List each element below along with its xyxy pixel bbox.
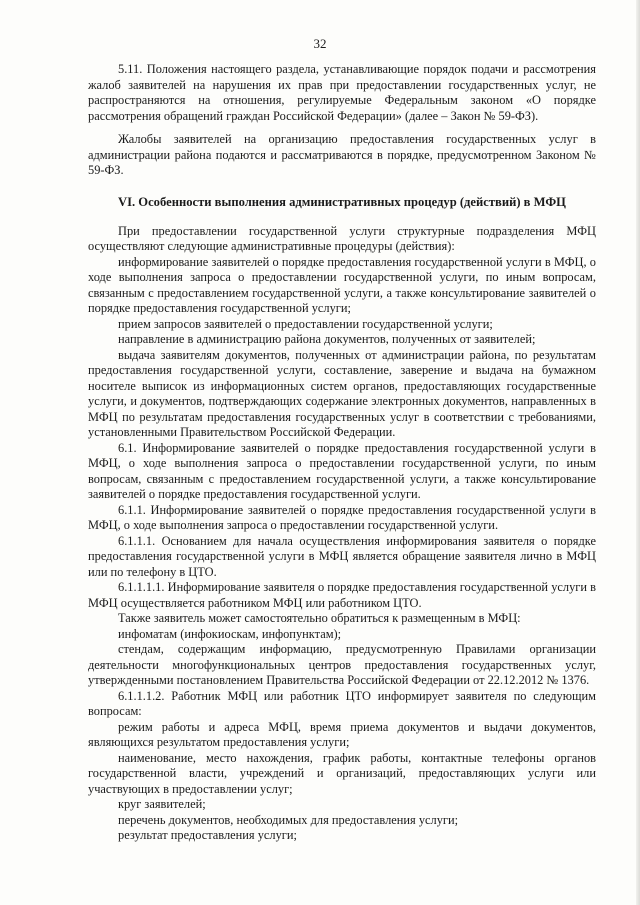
paragraph-6-1-1-1: 6.1.1.1. Основанием для начала осуществления информирования заявителя о порядке предоставления государственной услуги в МФЦ является обращение заявителя лично в МФЦ или по телефону в ЦТО.: [88, 533, 596, 579]
page-number: 32: [313, 36, 327, 51]
paragraph-also: Также заявитель может самостоятельно обратиться к размещенным в МФЦ:: [118, 611, 521, 625]
list-item: наименование, место нахождения, график работы, контактные телефоны органов государственной власти, учреждений и организаций, предоставляющих услуги или участвующих в предоставлении услуг;: [88, 750, 596, 796]
paragraph-6-1-1-1-2: 6.1.1.1.2. Работник МФЦ или работник ЦТО информирует заявителя по следующим вопросам:: [88, 688, 596, 718]
scan-edge: [636, 0, 640, 905]
paragraph-intro: При предоставлении государственной услуги структурные подразделения МФЦ осуществляют следующие административные процедуры (действия):: [88, 223, 596, 253]
list-item: стендам, содержащим информацию, предусмотренную Правилами организации деятельности многофункциональных центров предоставления государственных услуг, утвержденными постановлением Правительства Российской Федерации от 22.12.2012 № 1376.: [88, 642, 596, 687]
section-heading: VI. Особенности выполнения административных процедур (действий) в МФЦ: [118, 194, 566, 209]
paragraph-5-11: 5.11. Положения настоящего раздела, устанавливающие порядок подачи и рассмотрения жалоб заявителей на нарушения их прав при предоставлении государственных услуг, не распространяются на отношения, регулируемые Федеральным законом «О порядке рассмотрения обращений граждан Российской Федерации» (далее – Закон № 59-ФЗ).: [88, 62, 596, 123]
paragraph-6-1-1: 6.1.1. Информирование заявителей о порядке предоставления государственной услуги в МФЦ, о ходе выполнения запроса о предоставлении государственной услуги.: [88, 502, 596, 532]
list-item: круг заявителей;: [118, 797, 206, 811]
list-item: выдача заявителям документов, полученных от администрации района, по результатам предоставления государственной услуги, составление, заверение и выдача на бумажном носителе выписок из информационных систем органов, предоставляющих государственные услуги, и документов, подтверждающих содержание электронных документов, направленных в МФЦ по результатам предоставления государственных услуг в соответствии с требованиями, установленными Правительством Российской Федерации.: [88, 347, 596, 439]
list-item: результат предоставления услуги;: [118, 828, 297, 842]
list-item: информирование заявителей о порядке предоставления государственной услуги в МФЦ, о ходе выполнения запроса о предоставлении государственной услуги, по иным вопросам, связанным с предоставлением государственной услуги, а также консультирование заявителей о порядке предоставления государственной услуги;: [88, 254, 596, 315]
list-item: направление в администрацию района документов, полученных от заявителей;: [118, 332, 536, 346]
list-item: режим работы и адреса МФЦ, время приема документов и выдачи документов, являющихся результатом предоставления услуги;: [88, 719, 596, 749]
paragraph-6-1: 6.1. Информирование заявителей о порядке предоставления государственной услуги в МФЦ, о ходе выполнения запроса о предоставлении государственной услуги, по иным вопросам, связанным с предоставлением государственной услуги, а также консультирование заявителей о порядке предоставления государственной услуги.: [88, 440, 596, 501]
paragraph-complaints: Жалобы заявителей на организацию предоставления государственных услуг в администрации района подаются и рассматриваются в порядке, предусмотренном Законом № 59-ФЗ.: [88, 132, 596, 177]
document-body: [88, 62, 596, 844]
paragraph-6-1-1-1-1: 6.1.1.1.1. Информирование заявителя о порядке предоставления государственной услуги в МФЦ осуществляется работником МФЦ или работником ЦТО.: [88, 580, 596, 610]
list-item: инфоматам (инфокиоскам, инфопунктам);: [118, 626, 342, 641]
list-item: прием запросов заявителей о предоставлении государственной услуги;: [118, 316, 493, 331]
list-item: перечень документов, необходимых для предоставления услуги;: [118, 812, 459, 827]
